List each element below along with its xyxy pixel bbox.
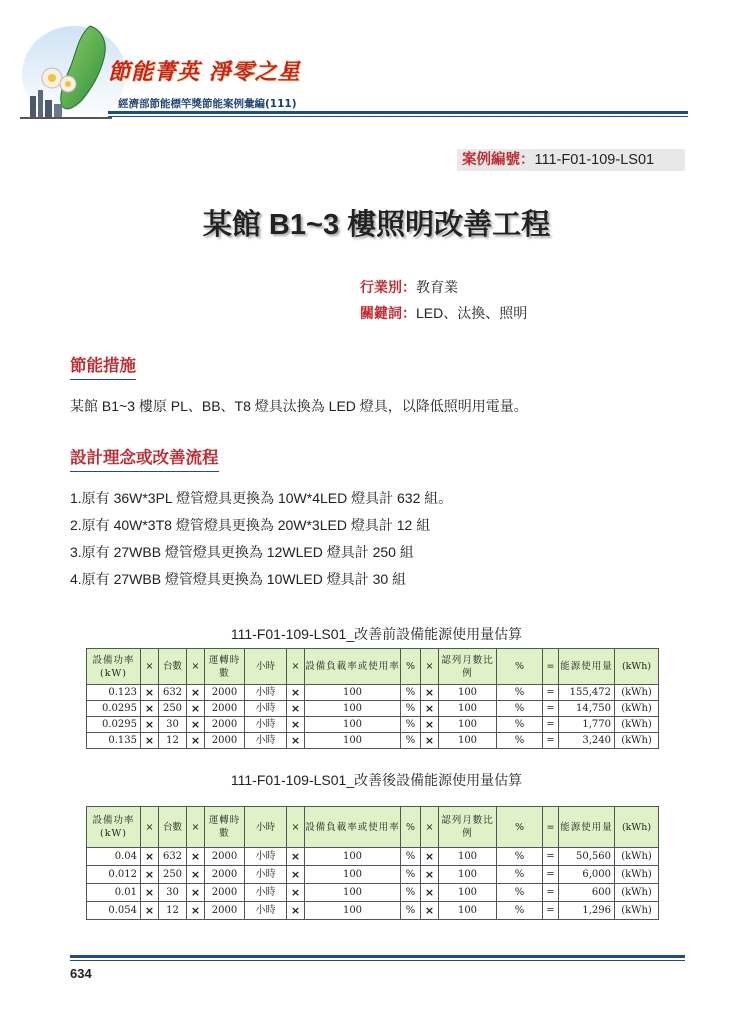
percent-symbol: % <box>497 685 543 701</box>
header-energy: 能源使用量 <box>559 649 615 685</box>
header-recognition: 認列月數比例 <box>439 649 497 685</box>
table-cell-ratio: 100 <box>439 701 497 717</box>
times-symbol: × <box>421 717 439 733</box>
header-percent: % <box>497 807 543 848</box>
table-cell-power: 0.0295 <box>87 717 141 733</box>
table-cell-energy: 155,472 <box>559 685 615 701</box>
table-row <box>87 733 659 749</box>
times-symbol: × <box>141 884 159 902</box>
times-symbol: × <box>187 717 205 733</box>
times-symbol: × <box>421 701 439 717</box>
table-cell-hours: 2000 <box>205 701 245 717</box>
header-percent: % <box>401 807 421 848</box>
table-row <box>87 866 659 884</box>
times-symbol: × <box>187 902 205 920</box>
times-symbol: × <box>287 866 305 884</box>
table-header-row <box>87 649 659 685</box>
page-number: 634 <box>70 966 92 981</box>
table-cell-unit: (kWh) <box>615 866 659 884</box>
times-symbol: × <box>141 733 159 749</box>
times-symbol: × <box>287 902 305 920</box>
page-title: 某館 B1~3 樓照明改善工程 <box>202 209 551 241</box>
percent-symbol: % <box>497 848 543 866</box>
percent-symbol: % <box>401 902 421 920</box>
equals-symbol: = <box>543 807 559 848</box>
percent-symbol: % <box>401 848 421 866</box>
table-cell-hour-unit: 小時 <box>245 701 287 717</box>
design-step: 1.原有 36W*3PL 燈管燈具更換為 10W*4LED 燈具計 632 組。 <box>70 490 453 506</box>
times-symbol: × <box>287 649 305 685</box>
table-cell-hours: 2000 <box>205 685 245 701</box>
percent-symbol: % <box>401 733 421 749</box>
times-symbol: × <box>141 701 159 717</box>
equals-symbol: = <box>543 701 559 717</box>
table-cell-hour-unit: 小時 <box>245 685 287 701</box>
table-cell-unit: (kWh) <box>615 717 659 733</box>
table-cell-hours: 2000 <box>205 866 245 884</box>
times-symbol: × <box>421 685 439 701</box>
times-symbol: × <box>187 848 205 866</box>
logo-subtitle: 經濟部節能標竿獎節能案例彙編(111) <box>118 98 297 110</box>
industry-line <box>360 277 458 297</box>
table-cell-energy: 6,000 <box>559 866 615 884</box>
table-cell-power: 0.054 <box>87 902 141 920</box>
table-cell-ratio: 100 <box>439 848 497 866</box>
table-cell-hour-unit: 小時 <box>245 717 287 733</box>
header-recognition: 認列月數比例 <box>439 807 497 848</box>
table-row <box>87 902 659 920</box>
table-cell-count: 250 <box>159 866 187 884</box>
table-cell-ratio: 100 <box>439 717 497 733</box>
keywords-label: 關鍵詞： <box>360 305 416 321</box>
footer-divider <box>70 955 685 958</box>
footer-divider-thin <box>70 960 685 961</box>
table-cell-energy: 3,240 <box>559 733 615 749</box>
industry-label: 行業別： <box>360 279 416 295</box>
case-number-label: 案例編號： <box>462 152 535 168</box>
table-cell-hours: 2000 <box>205 848 245 866</box>
header-divider <box>108 111 688 114</box>
header-load-rate: 設備負載率或使用率 <box>305 807 401 848</box>
table-cell-load: 100 <box>305 733 401 749</box>
header-run-hours: 運轉時數 <box>205 807 245 848</box>
table-cell-count: 250 <box>159 701 187 717</box>
table-cell-ratio: 100 <box>439 884 497 902</box>
times-symbol: × <box>187 866 205 884</box>
table-cell-power: 0.01 <box>87 884 141 902</box>
equals-symbol: = <box>543 717 559 733</box>
times-symbol: × <box>421 866 439 884</box>
times-symbol: × <box>141 866 159 884</box>
table-cell-unit: (kWh) <box>615 902 659 920</box>
table-cell-power: 0.012 <box>87 866 141 884</box>
table-cell-hour-unit: 小時 <box>245 884 287 902</box>
table-cell-energy: 14,750 <box>559 701 615 717</box>
keywords-value: LED、汰換、照明 <box>416 305 528 321</box>
table-cell-count: 632 <box>159 848 187 866</box>
equals-symbol: = <box>543 866 559 884</box>
table-cell-power: 0.04 <box>87 848 141 866</box>
percent-symbol: % <box>497 902 543 920</box>
table-cell-hours: 2000 <box>205 717 245 733</box>
times-symbol: × <box>421 807 439 848</box>
design-step: 3.原有 27WBB 燈管燈具更換為 12WLED 燈具計 250 組 <box>70 544 414 560</box>
times-symbol: × <box>187 733 205 749</box>
times-symbol: × <box>287 701 305 717</box>
percent-symbol: % <box>497 733 543 749</box>
table-cell-hours: 2000 <box>205 884 245 902</box>
table-cell-count: 12 <box>159 733 187 749</box>
table-cell-hour-unit: 小時 <box>245 902 287 920</box>
table-row <box>87 848 659 866</box>
section-heading-design: 設計理念或改善流程 <box>70 444 219 472</box>
table-cell-load: 100 <box>305 866 401 884</box>
percent-symbol: % <box>497 717 543 733</box>
equals-symbol: = <box>543 649 559 685</box>
times-symbol: × <box>287 884 305 902</box>
table-cell-count: 30 <box>159 717 187 733</box>
times-symbol: × <box>141 902 159 920</box>
times-symbol: × <box>421 902 439 920</box>
table-cell-energy: 600 <box>559 884 615 902</box>
percent-symbol: % <box>401 701 421 717</box>
design-step: 2.原有 40W*3T8 燈管燈具更換為 20W*3LED 燈具計 12 組 <box>70 517 431 533</box>
table-header-row <box>87 807 659 848</box>
keywords-line <box>360 303 527 323</box>
percent-symbol: % <box>401 685 421 701</box>
percent-symbol: % <box>401 717 421 733</box>
table-row <box>87 717 659 733</box>
table-cell-unit: (kWh) <box>615 848 659 866</box>
header-percent: % <box>401 649 421 685</box>
times-symbol: × <box>141 685 159 701</box>
energy-table-before <box>86 648 659 749</box>
times-symbol: × <box>141 807 159 848</box>
case-number <box>457 149 685 171</box>
times-symbol: × <box>187 685 205 701</box>
table-cell-hour-unit: 小時 <box>245 848 287 866</box>
section-heading-measures: 節能措施 <box>70 352 136 380</box>
table-cell-count: 30 <box>159 884 187 902</box>
design-step: 4.原有 27WBB 燈管燈具更換為 10WLED 燈具計 30 組 <box>70 571 407 587</box>
header-hour-unit: 小時 <box>245 807 287 848</box>
equals-symbol: = <box>543 902 559 920</box>
table-caption-before: 111-F01-109-LS01_改善前設備能源使用量估算 <box>230 626 523 642</box>
header-energy: 能源使用量 <box>559 807 615 848</box>
header-unit: (kWh) <box>615 807 659 848</box>
times-symbol: × <box>421 649 439 685</box>
table-cell-power: 0.135 <box>87 733 141 749</box>
energy-table-after <box>86 806 659 920</box>
table-cell-energy: 50,560 <box>559 848 615 866</box>
times-symbol: × <box>287 807 305 848</box>
table-cell-load: 100 <box>305 685 401 701</box>
header-unit: (kWh) <box>615 649 659 685</box>
case-number-value: 111-F01-109-LS01 <box>534 152 655 168</box>
times-symbol: × <box>141 717 159 733</box>
table-cell-load: 100 <box>305 902 401 920</box>
table-cell-energy: 1,770 <box>559 717 615 733</box>
header-load-rate: 設備負載率或使用率 <box>305 649 401 685</box>
times-symbol: × <box>141 848 159 866</box>
table-cell-count: 632 <box>159 685 187 701</box>
table-cell-load: 100 <box>305 884 401 902</box>
table-cell-power: 0.0295 <box>87 701 141 717</box>
table-cell-unit: (kWh) <box>615 733 659 749</box>
table-cell-count: 12 <box>159 902 187 920</box>
table-cell-hour-unit: 小時 <box>245 866 287 884</box>
times-symbol: × <box>287 685 305 701</box>
times-symbol: × <box>421 848 439 866</box>
table-cell-hours: 2000 <box>205 902 245 920</box>
table-cell-hours: 2000 <box>205 733 245 749</box>
times-symbol: × <box>187 701 205 717</box>
header-run-hours: 運轉時數 <box>205 649 245 685</box>
table-cell-ratio: 100 <box>439 902 497 920</box>
times-symbol: × <box>187 807 205 848</box>
times-symbol: × <box>421 733 439 749</box>
times-symbol: × <box>287 848 305 866</box>
table-cell-unit: (kWh) <box>615 884 659 902</box>
table-cell-load: 100 <box>305 717 401 733</box>
table-row <box>87 884 659 902</box>
equals-symbol: = <box>543 733 559 749</box>
header-power: 設備功率(kW) <box>87 649 141 685</box>
times-symbol: × <box>187 649 205 685</box>
percent-symbol: % <box>497 701 543 717</box>
table-cell-energy: 1,296 <box>559 902 615 920</box>
table-cell-ratio: 100 <box>439 685 497 701</box>
percent-symbol: % <box>497 866 543 884</box>
times-symbol: × <box>187 884 205 902</box>
times-symbol: × <box>287 733 305 749</box>
table-cell-hour-unit: 小時 <box>245 733 287 749</box>
header-divider-thin <box>108 116 688 117</box>
percent-symbol: % <box>401 866 421 884</box>
table-row <box>87 701 659 717</box>
table-row <box>87 685 659 701</box>
table-cell-unit: (kWh) <box>615 685 659 701</box>
percent-symbol: % <box>497 884 543 902</box>
header-hour-unit: 小時 <box>245 649 287 685</box>
table-cell-ratio: 100 <box>439 866 497 884</box>
table-cell-power: 0.123 <box>87 685 141 701</box>
industry-value: 教育業 <box>416 279 458 295</box>
percent-symbol: % <box>401 884 421 902</box>
times-symbol: × <box>421 884 439 902</box>
table-cell-load: 100 <box>305 701 401 717</box>
equals-symbol: = <box>543 884 559 902</box>
table-cell-ratio: 100 <box>439 733 497 749</box>
times-symbol: × <box>287 717 305 733</box>
equals-symbol: = <box>543 848 559 866</box>
logo-title: 節能菁英 淨零之星 <box>108 59 301 85</box>
times-symbol: × <box>141 649 159 685</box>
measures-text: 某館 B1~3 樓原 PL、BB、T8 燈具汰換為 LED 燈具，以降低照明用電量。 <box>70 398 528 414</box>
equals-symbol: = <box>543 685 559 701</box>
header-count: 台數 <box>159 807 187 848</box>
header-percent: % <box>497 649 543 685</box>
table-caption-after: 111-F01-109-LS01_改善後設備能源使用量估算 <box>230 772 523 788</box>
header-count: 台數 <box>159 649 187 685</box>
table-cell-load: 100 <box>305 848 401 866</box>
header-power: 設備功率(kW) <box>87 807 141 848</box>
table-cell-unit: (kWh) <box>615 701 659 717</box>
